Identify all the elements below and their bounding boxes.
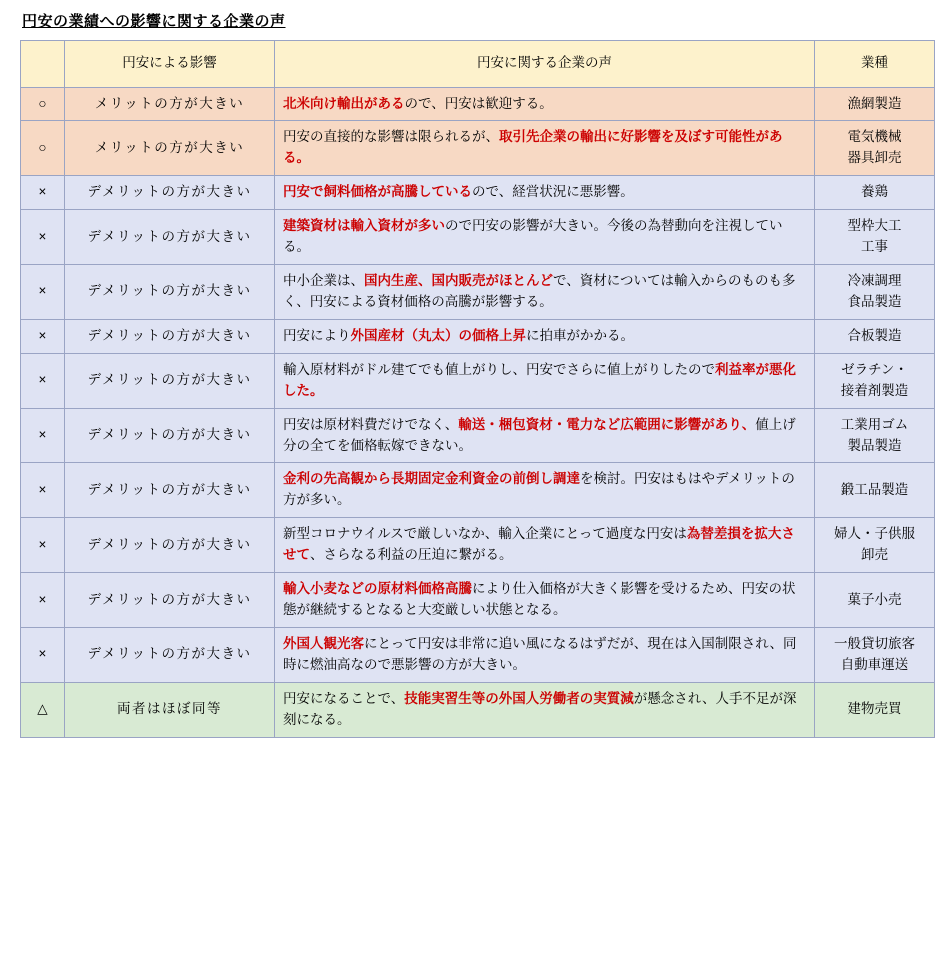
voice-text: 円安により <box>283 327 351 343</box>
cell-effect: デメリットの方が大きい <box>65 408 275 463</box>
cell-mark: ○ <box>21 121 65 176</box>
table-row <box>21 319 935 353</box>
cell-industry: 鍛工品製造 <box>815 463 935 518</box>
table-row <box>21 682 935 737</box>
cell-voice <box>275 176 815 210</box>
table-row <box>21 628 935 683</box>
header-effect: 円安による影響 <box>65 40 275 87</box>
cell-mark: × <box>21 463 65 518</box>
table-row <box>21 176 935 210</box>
cell-effect: デメリットの方が大きい <box>65 353 275 408</box>
table-row <box>21 265 935 320</box>
cell-effect: デメリットの方が大きい <box>65 518 275 573</box>
header-industry: 業種 <box>815 40 935 87</box>
cell-industry: 菓子小売 <box>815 573 935 628</box>
cell-voice <box>275 121 815 176</box>
table-row <box>21 353 935 408</box>
cell-mark: × <box>21 319 65 353</box>
cell-effect: デメリットの方が大きい <box>65 210 275 265</box>
voice-highlight: 国内生産、国内販売がほとんど <box>364 273 553 289</box>
voice-text: で、資材については輸入からのものも多く、円安による資材価格の高騰が影響する。 <box>283 273 796 309</box>
table-row <box>21 463 935 518</box>
voice-text: 輸入原材料がドル建てでも値上がりし、円安でさらに値上がりしたので <box>283 361 715 377</box>
voice-highlight: 輸送・梱包資材・電力など広範囲に影響があり、 <box>458 416 756 432</box>
voice-text: により仕入価格が大きく影響を受けるため、円安の状態が継続するとなると大変厳しい状態となる。 <box>283 581 796 618</box>
cell-voice <box>275 319 815 353</box>
cell-voice <box>275 210 815 265</box>
voice-text: ので円安の影響が大きい。今後の為替動向を注視している。 <box>283 218 783 255</box>
cell-industry: 漁網製造 <box>815 87 935 121</box>
voice-highlight: 為替差損を拡大させて <box>283 526 795 563</box>
voice-text: 円安は原材料費だけでなく、 <box>283 416 459 432</box>
table-row <box>21 518 935 573</box>
voice-highlight: 建築資材は輸入資材が多い <box>283 218 445 234</box>
cell-mark: × <box>21 573 65 628</box>
voice-highlight: 取引先企業の輸出に好影響を及ぼす可能性がある。 <box>283 129 783 166</box>
page-title: 円安の業績への影響に関する企業の声 <box>22 13 286 30</box>
cell-voice <box>275 353 815 408</box>
cell-industry: ゼラチン・ 接着剤製造 <box>815 353 935 408</box>
voice-highlight: 外国人観光客 <box>283 636 364 652</box>
cell-voice <box>275 265 815 320</box>
cell-effect: デメリットの方が大きい <box>65 463 275 518</box>
voice-text: 中小企業は、 <box>283 273 364 289</box>
voice-highlight: 北米向け輸出がある <box>283 95 405 111</box>
cell-voice <box>275 628 815 683</box>
table-body <box>21 87 935 737</box>
cell-effect: デメリットの方が大きい <box>65 176 275 210</box>
cell-industry: 婦人・子供服 卸売 <box>815 518 935 573</box>
cell-voice <box>275 682 815 737</box>
voice-text: ので、円安は歓迎する。 <box>404 95 553 111</box>
cell-voice <box>275 518 815 573</box>
cell-voice <box>275 463 815 518</box>
table-row <box>21 408 935 463</box>
voice-highlight: 利益率が悪化した。 <box>283 361 796 398</box>
voice-text: を検討。円安はもはやデメリットの方が多い。 <box>283 471 795 508</box>
cell-industry: 建物売買 <box>815 682 935 737</box>
table-row <box>21 210 935 265</box>
cell-effect: デメリットの方が大きい <box>65 628 275 683</box>
cell-voice <box>275 408 815 463</box>
table-header <box>21 40 935 87</box>
voice-text: ので、経営状況に悪影響。 <box>472 184 634 200</box>
table-row <box>21 121 935 176</box>
voice-highlight: 外国産材（丸太）の価格上昇 <box>350 327 526 343</box>
cell-mark: × <box>21 518 65 573</box>
voice-text: が懸念され、人手不足が深刻になる。 <box>283 690 797 727</box>
cell-effect: デメリットの方が大きい <box>65 265 275 320</box>
cell-effect: 両者はほぼ同等 <box>65 682 275 737</box>
company-voices-table <box>20 40 935 738</box>
cell-mark: ○ <box>21 87 65 121</box>
cell-mark: × <box>21 408 65 463</box>
voice-highlight: 金利の先高観から長期固定金利資金の前倒し調達 <box>283 471 580 487</box>
voice-text: に拍車がかかる。 <box>526 327 634 343</box>
cell-industry: 電気機械 器具卸売 <box>815 121 935 176</box>
table-header-row <box>21 40 935 87</box>
cell-mark: △ <box>21 682 65 737</box>
cell-industry: 工業用ゴム 製品製造 <box>815 408 935 463</box>
table-row <box>21 87 935 121</box>
voice-text: 値上げ分の全てを価格転嫁できない。 <box>283 416 796 453</box>
voice-highlight: 輸入小麦などの原材料価格高騰 <box>283 581 472 597</box>
cell-voice <box>275 87 815 121</box>
voice-text: にとって円安は非常に追い風になるはずだが、現在は入国制限され、同時に燃油高なので悪影響の方が大きい。 <box>283 636 797 672</box>
table-row <box>21 573 935 628</box>
header-voice: 円安に関する企業の声 <box>275 40 815 87</box>
cell-mark: × <box>21 265 65 320</box>
cell-industry: 冷凍調理 食品製造 <box>815 265 935 320</box>
voice-text: 円安になることで、 <box>283 690 405 706</box>
voice-text: 新型コロナウイルスで厳しいなか、輸入企業にとって過度な円安は <box>283 526 687 542</box>
cell-industry: 養鶏 <box>815 176 935 210</box>
cell-industry: 型枠大工 工事 <box>815 210 935 265</box>
cell-voice <box>275 573 815 628</box>
voice-text: 円安の直接的な影響は限られるが、 <box>283 129 499 145</box>
cell-mark: × <box>21 628 65 683</box>
cell-effect: メリットの方が大きい <box>65 87 275 121</box>
voice-text: 、さらなる利益の圧迫に繋がる。 <box>310 547 513 563</box>
voice-highlight: 円安で飼料価格が高騰している <box>283 184 472 200</box>
cell-effect: メリットの方が大きい <box>65 121 275 176</box>
cell-effect: デメリットの方が大きい <box>65 573 275 628</box>
cell-mark: × <box>21 353 65 408</box>
cell-industry: 一般貸切旅客 自動車運送 <box>815 628 935 683</box>
cell-mark: × <box>21 176 65 210</box>
cell-effect: デメリットの方が大きい <box>65 319 275 353</box>
cell-industry: 合板製造 <box>815 319 935 353</box>
cell-mark: × <box>21 210 65 265</box>
header-mark <box>21 40 65 87</box>
voice-highlight: 技能実習生等の外国人労働者の実質減 <box>404 690 634 706</box>
